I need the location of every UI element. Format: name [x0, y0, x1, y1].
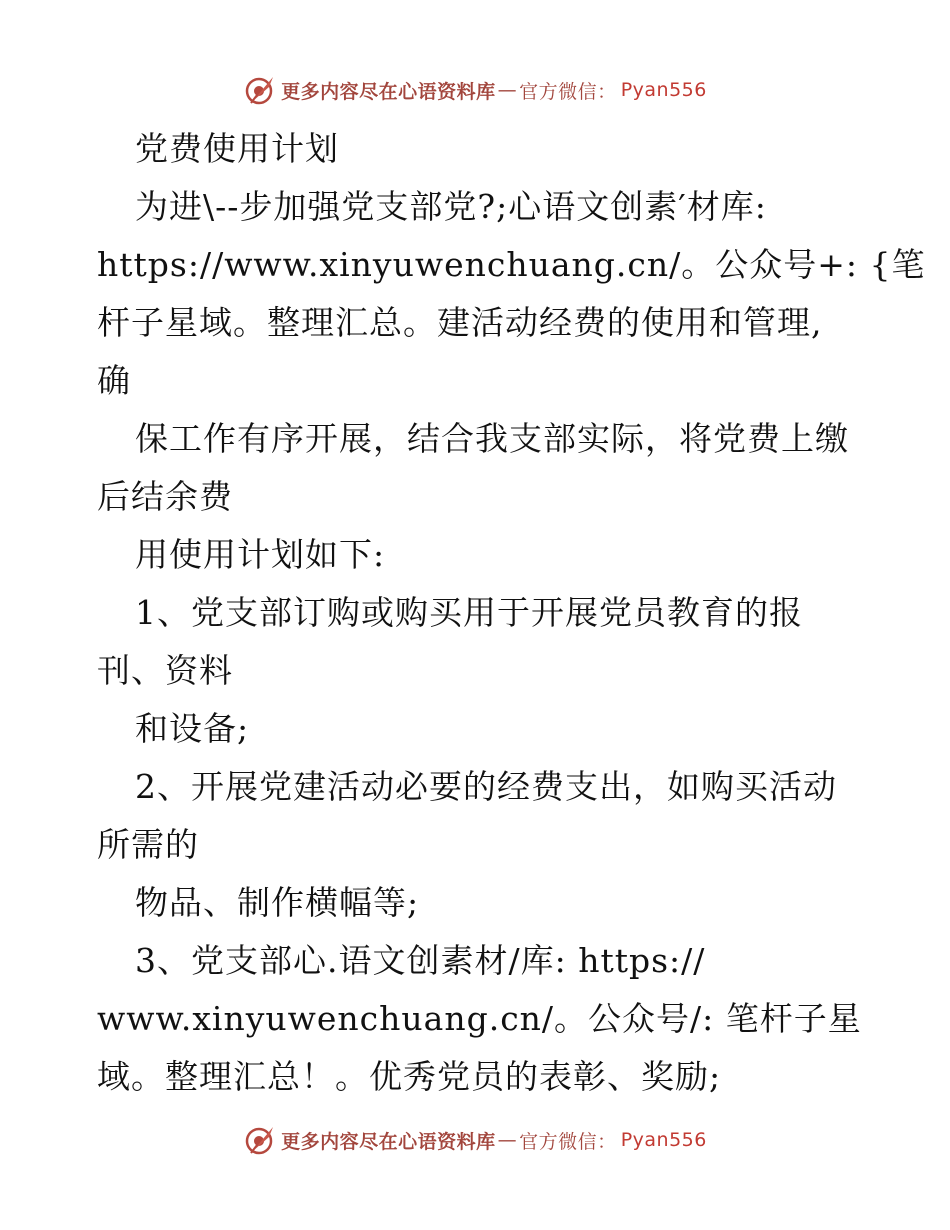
footer-banner — [0, 1120, 950, 1160]
banner-main-text: 更多内容尽在心语资料库 — [281, 80, 496, 103]
document-title: 党费使用计划 — [135, 129, 339, 168]
banner-sub-text: 官方微信： — [519, 1130, 617, 1153]
header-banner — [0, 70, 950, 110]
list-item-line: www.xinyuwenchuang.cn/。公众号/: 笔杆子星 — [97, 999, 862, 1038]
paragraph-line: 为进\--步加强党支部党?;心语文创素′材库: — [135, 187, 767, 226]
list-item-line: 2、开展党建活动必要的经费支出，如购买活动 — [135, 767, 837, 806]
list-item-line: 域。整理汇总！。优秀党员的表彰、奖励; — [97, 1057, 722, 1096]
quill-logo-icon — [243, 1123, 277, 1157]
banner-separator: — — [497, 1129, 518, 1151]
paragraph-line: https://www.xinyuwenchuang.cn/。公众号+: {笔 — [97, 245, 926, 284]
paragraph-line: 杆子星域。整理汇总。建活动经费的使用和管理, — [97, 303, 823, 342]
paragraph-line: 后结余费 — [97, 477, 233, 516]
paragraph-line: 保工作有序开展，结合我支部实际，将党费上缴 — [135, 419, 849, 458]
list-item-line: 物品、制作横幅等; — [135, 883, 420, 922]
document-body — [97, 120, 926, 1106]
list-item-line: 3、党支部心.语文创素材/库: https:// — [135, 941, 706, 980]
banner-wechat-id: Pyan556 — [620, 1129, 707, 1151]
list-item-line: 刊、资料 — [97, 651, 233, 690]
banner-main-text: 更多内容尽在心语资料库 — [281, 1130, 496, 1153]
paragraph-line: 用使用计划如下: — [135, 535, 386, 574]
banner-wechat-id: Pyan556 — [620, 79, 707, 101]
banner-sub-text: 官方微信： — [519, 80, 617, 103]
quill-logo-icon — [243, 73, 277, 107]
paragraph-line: 确 — [97, 361, 131, 400]
list-item-line: 和设备; — [135, 709, 250, 748]
list-item-line: 1、党支部订购或购买用于开展党员教育的报 — [135, 593, 803, 632]
list-item-line: 所需的 — [97, 825, 199, 864]
banner-separator: — — [497, 79, 518, 101]
